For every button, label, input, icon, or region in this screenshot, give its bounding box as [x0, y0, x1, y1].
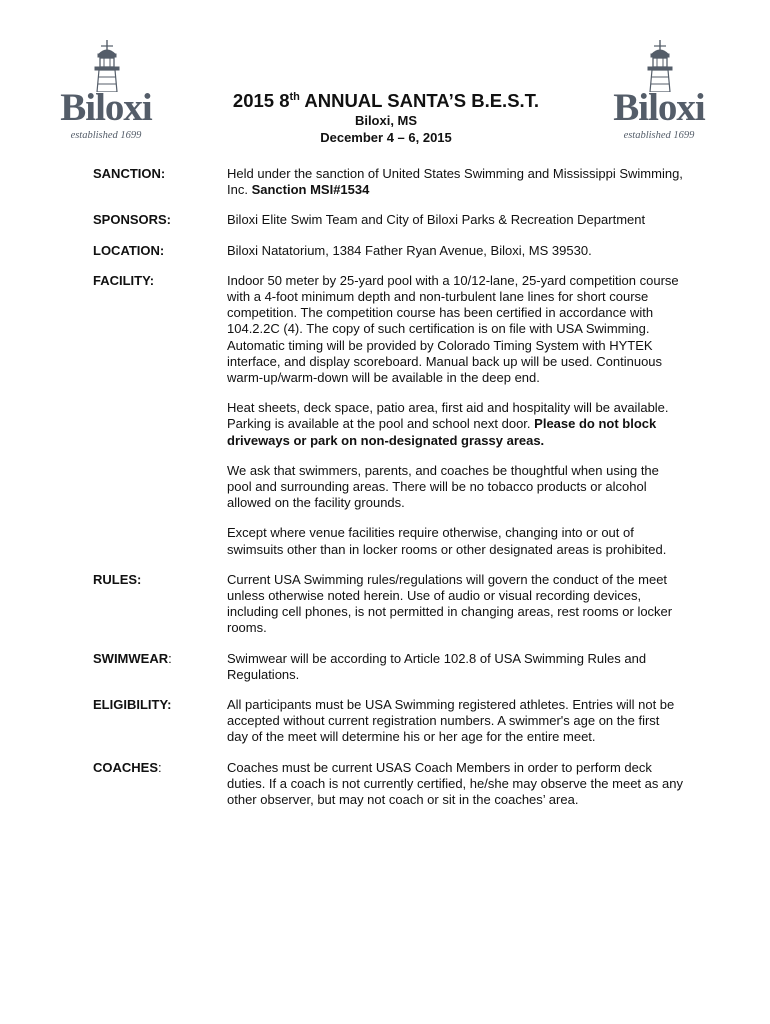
- facility-paragraph-changing: Except where venue facilities require otherwise, changing into or out of swimsuits other than in locker rooms or other designated areas is prohibited.: [227, 525, 667, 557]
- lighthouse-icon: [90, 40, 124, 92]
- sanction-number: Sanction MSI#1534: [251, 182, 370, 198]
- sanction-text: [227, 166, 683, 198]
- facility-row: [93, 273, 683, 558]
- logo-wordmark: Biloxi: [60, 86, 152, 129]
- sanction-row: [93, 166, 683, 198]
- title-suffix: ANNUAL SANTA’S B.E.S.T.: [299, 90, 540, 111]
- lighthouse-icon: [643, 40, 677, 92]
- sponsors-label: SPONSORS:: [93, 212, 172, 228]
- sanction-label: SANCTION:: [93, 166, 166, 181]
- meet-title: [200, 90, 572, 112]
- logo-wordmark: Biloxi: [613, 86, 705, 129]
- coaches-label: [93, 760, 227, 809]
- eligibility-row: [93, 697, 683, 746]
- sanction-body: Held under the sanction of United States Swimming and Mississippi Swimming, Inc.: [227, 166, 683, 198]
- meet-dates: December 4 – 6, 2015: [320, 130, 452, 145]
- meet-info-section: [93, 166, 683, 822]
- sponsors-text: Biloxi Elite Swim Team and City of Biloxi Parks & Recreation Department: [227, 212, 646, 228]
- biloxi-logo-right: [605, 40, 715, 140]
- coaches-row: [93, 760, 683, 809]
- facility-paragraph-parking: [227, 400, 683, 449]
- logo-established: established 1699: [70, 130, 142, 141]
- swimwear-label-text: SWIMWEAR: [93, 650, 169, 666]
- document-header: [200, 90, 572, 146]
- title-ordinal: th: [289, 90, 300, 103]
- rules-row: [93, 572, 683, 637]
- location-label: LOCATION:: [93, 242, 165, 258]
- eligibility-text: All participants must be USA Swimming registered athletes. Entries will not be accepted without current registration numbers. A swimmer's age on the first day of the meet will determine his or her age for the entire meet.: [227, 697, 675, 745]
- coaches-text: Coaches must be current USAS Coach Members in order to perform deck duties. If a coach is not currently certified, he/she may observe the meet as any other observer, but may not coach or sit in the coaches’ area.: [227, 759, 683, 808]
- swimwear-text: Swimwear will be according to Article 102.8 of USA Swimming Rules and Regulations.: [227, 650, 647, 682]
- rules-label: RULES:: [93, 571, 142, 587]
- rules-text: Current USA Swimming rules/regulations will govern the conduct of the meet unless otherwise noted herein. Use of audio or visual recording devices, including cell phones, is not permitted in changing areas, rest rooms or locker rooms.: [227, 571, 673, 636]
- swimwear-row: [93, 651, 683, 683]
- meet-city: Biloxi, MS: [354, 113, 418, 128]
- facility-label: FACILITY:: [93, 272, 155, 288]
- parking-text: Heat sheets, deck space, patio area, first aid and hospitality will be available. Parking is available at the pool and school next door.: [227, 400, 669, 432]
- facility-paragraph-conduct: We ask that swimmers, parents, and coaches be thoughtful when using the pool and surrounding areas. There will be no tobacco products or alcohol allowed on the facility grounds.: [227, 462, 659, 511]
- logo-established: established 1699: [623, 130, 695, 141]
- facility-text: [227, 273, 683, 558]
- title-prefix: 2015 8: [232, 90, 290, 111]
- facility-paragraph-pool: Indoor 50 meter by 25-yard pool with a 10/12-lane, 25-yard competition course with a 4-foot minimum depth and non-turbulent lane lines for short course competition. The competition course has been certified in accordance with 104.2.2C (4). The copy of such certification is on file with USA Swimming. Automatic timing will be provided by Colorado Timing System with HYTEK interface, and display scoreboard. Manual back up will be used. Continuous warm-up/warm-down will be available in the deep end.: [227, 272, 679, 386]
- location-text: Biloxi Natatorium, 1384 Father Ryan Avenue, Biloxi, MS 39530.: [227, 242, 592, 258]
- coaches-label-colon: :: [158, 759, 162, 775]
- eligibility-label: ELIGIBILITY:: [93, 697, 172, 713]
- parking-warning: Please do not block driveways or park on non-designated grassy areas.: [227, 416, 657, 448]
- location-row: [93, 243, 683, 259]
- swimwear-label: [93, 651, 227, 683]
- coaches-label-text: COACHES: [93, 759, 159, 775]
- biloxi-logo-left: [52, 40, 162, 140]
- sponsors-row: [93, 212, 683, 228]
- swimwear-label-colon: :: [168, 650, 172, 666]
